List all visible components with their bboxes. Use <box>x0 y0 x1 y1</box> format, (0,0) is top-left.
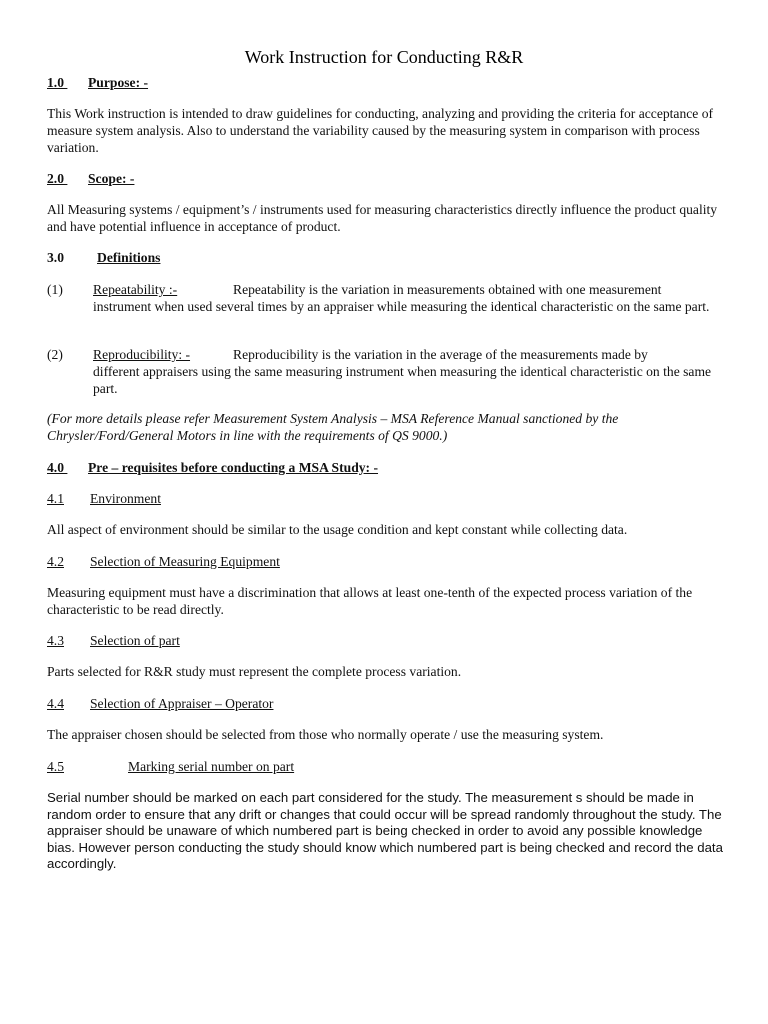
subsection-4-3-number: 4.3 <box>47 633 64 648</box>
definition-1-marker: (1) <box>47 282 63 297</box>
section-prerequisites-heading <box>47 459 727 476</box>
definition-1-term: Repeatability :- <box>93 282 178 297</box>
section-definitions-number: 3.0 <box>47 250 64 265</box>
subsection-4-1-title: Environment <box>90 491 161 506</box>
definition-2-text-first: Reproducibility is the variation in the average of the measurements made by <box>233 347 648 362</box>
section-purpose-number: 1.0 <box>47 75 64 90</box>
subsection-4-4-heading <box>47 695 727 712</box>
subsection-4-1-text: All aspect of environment should be similar to the usage condition and kept constant while collecting data. <box>47 522 628 537</box>
section-scope-number: 2.0 <box>47 171 64 186</box>
subsection-4-4-title: Selection of Appraiser – Operator <box>90 696 274 711</box>
section-prerequisites-title: Pre – requisites before conducting a MSA Study: - <box>88 460 379 475</box>
subsection-4-4-text: The appraiser chosen should be selected from those who normally operate / use the measuring system. <box>47 727 604 742</box>
subsection-4-1-number: 4.1 <box>47 491 64 506</box>
definition-2-term: Reproducibility: - <box>93 347 191 362</box>
section-scope-text: All Measuring systems / equipment’s / instruments used for measuring characteristics directly influence the product quality and have potential influence in acceptance of product. <box>47 202 718 234</box>
section-scope-title: Scope: - <box>88 171 135 186</box>
definition-2-marker: (2) <box>47 347 63 362</box>
subsection-4-3-heading <box>47 632 727 649</box>
document-title: Work Instruction for Conducting R&R <box>244 47 524 67</box>
subsection-4-2-title: Selection of Measuring Equipment <box>90 554 280 569</box>
subsection-4-2-heading <box>47 553 727 570</box>
section-purpose-text: This Work instruction is intended to draw guidelines for conducting, analyzing and providing the criteria for acceptance of measure system analysis. Also to understand the variability caused by the measuring system in comparison with process variation. <box>47 106 714 155</box>
subsection-4-5-text: Serial number should be marked on each part considered for the study. The measurement s should be made in random order to ensure that any drift or changes that could occur will be spread randomly throughout the study. The appraiser should be unaware of which numbered part is being checked in order to avoid any possible knowledge bias. However person conducting the study should know which numbered part is being checked and record the data accordingly. <box>47 790 723 871</box>
subsection-4-3-text: Parts selected for R&R study must represent the complete process variation. <box>47 664 462 679</box>
subsection-4-5-heading <box>47 758 727 775</box>
subsection-4-1-heading <box>47 490 727 507</box>
section-scope-heading <box>47 170 727 187</box>
subsection-4-2-number: 4.2 <box>47 554 64 569</box>
subsection-4-2-text: Measuring equipment must have a discrimination that allows at least one-tenth of the expected process variation of the characteristic to be read directly. <box>47 585 693 617</box>
section-prerequisites-number: 4.0 <box>47 460 64 475</box>
definition-1-text-first: Repeatability is the variation in measurements obtained with one measurement <box>233 282 662 297</box>
subsection-4-5-title: Marking serial number on part <box>128 759 295 774</box>
section-definitions-title: Definitions <box>97 250 161 265</box>
definitions-note: (For more details please refer Measurement System Analysis – MSA Reference Manual sanctioned by the Chrysler/Ford/General Motors in line with the requirements of QS 9000.) <box>47 411 619 443</box>
definition-1-text-rest: instrument when used several times by an appraiser while measuring the identical characteristic on the same part. <box>93 299 710 314</box>
definition-2-text-rest: different appraisers using the same measuring instrument when measuring the identical characteristic on the same part. <box>93 364 712 396</box>
subsection-4-4-number: 4.4 <box>47 696 64 711</box>
subsection-4-5-number: 4.5 <box>47 759 64 774</box>
subsection-4-3-title: Selection of part <box>90 633 180 648</box>
section-purpose-title: Purpose: - <box>88 75 149 90</box>
section-purpose-heading <box>47 74 727 91</box>
